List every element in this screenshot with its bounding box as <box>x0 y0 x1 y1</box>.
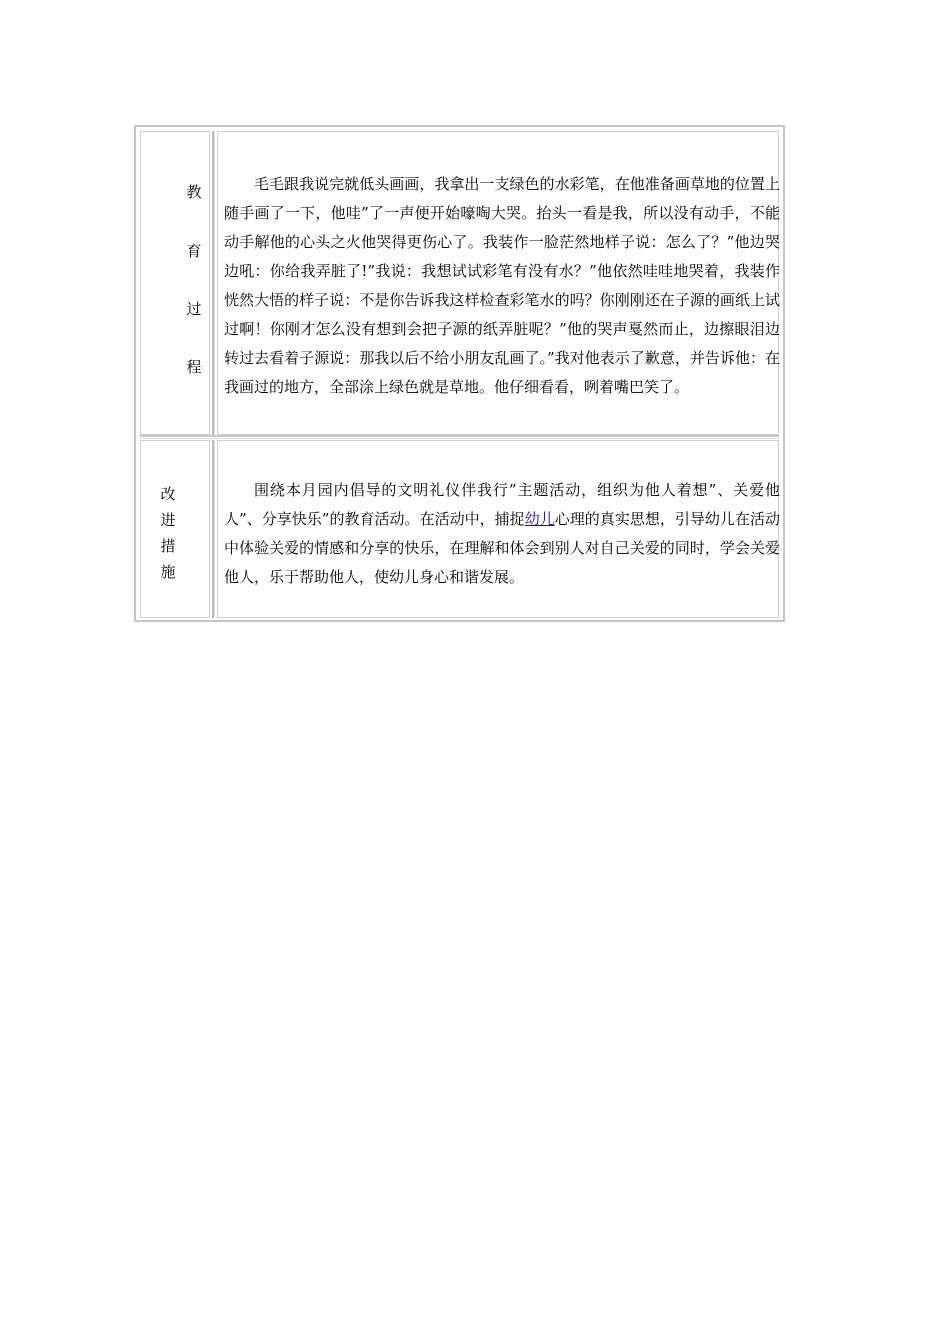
row-content-cell <box>217 131 779 435</box>
row-label-char: 施 <box>160 563 176 581</box>
column-divider <box>212 131 215 435</box>
row-label-char: 程 <box>186 358 202 376</box>
record-table <box>134 125 785 622</box>
row-label-cell <box>140 131 210 435</box>
table-row-education-process <box>140 131 779 435</box>
paragraph-text-after-link: 心理的真实思想，引导幼儿在活动中体验关爱的情感和分享的快乐，在理解和体会到别人对自己关爱的同时，学会关爱他人，乐于帮助他人，使幼儿身心和谐发展。 <box>224 510 780 586</box>
row-label-char: 育 <box>186 242 202 260</box>
row-label-char: 措 <box>160 537 176 555</box>
paragraph-text-before-link: 围绕本月园内倡导的文明礼仪伴我行”主题活动，组织为他人着想”、关爱他人”、分享快乐”的教育活动。在活动中，捕捉 <box>224 481 780 528</box>
row-label-char: 过 <box>186 300 202 318</box>
row-content-cell <box>217 440 779 618</box>
row-label-cell <box>140 440 210 618</box>
education-process-paragraph: 毛毛跟我说完就低头画画，我拿出一支绿色的水彩笔，在他准备画草地的位置上随手画了一下，他哇”了一声便开始嚎啕大哭。抬头一看是我，所以没有动手，不能动手解他的心头之火他哭得更伤心了。我装作一脸茫然地样子说：怎么了？”他边哭边吼：你给我弄脏了!”我说：我想试试彩笔有没有水？”他依然哇哇地哭着，我装作恍然大悟的样子说：不是你告诉我这样检查彩笔水的吗？你刚刚还在子源的画纸上试过啊！你刚才怎么没有想到会把子源的纸弄脏呢？”他的哭声戛然而止，边擦眼泪边转过去看着子源说：那我以后不给小朋友乱画了。”我对他表示了歉意，并告诉他：在我画过的地方，全部涂上绿色就是草地。他仔细看看，咧着嘴巴笑了。 <box>224 175 780 396</box>
row-label-char: 改 <box>160 485 176 503</box>
table-row-improvement-measures <box>140 440 779 618</box>
column-divider <box>212 440 215 618</box>
improvement-measures-paragraph <box>224 476 780 592</box>
row-label-char: 进 <box>160 511 176 529</box>
youer-link[interactable]: 幼儿 <box>524 510 555 528</box>
row-divider <box>140 435 779 439</box>
row-label-char: 教 <box>186 183 202 201</box>
